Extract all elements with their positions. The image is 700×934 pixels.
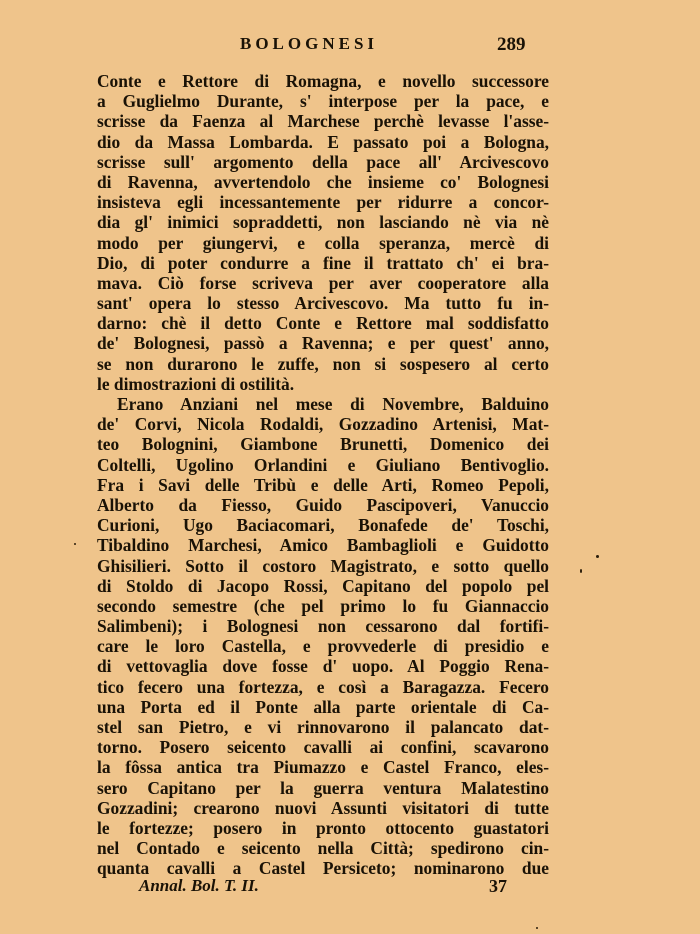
text-line: Tibaldino Marchesi, Amico Bambaglioli e Guidotto	[97, 535, 549, 556]
text-line: a Guglielmo Durante, s' interpose per la pace, e	[97, 91, 549, 112]
text-line: Fra i Savi delle Tribù e delle Arti, Romeo Pepoli,	[97, 474, 549, 495]
text-line: Curioni, Ugo Baciacomari, Bonafede de' Toschi,	[97, 515, 549, 536]
text-line: stel san Pietro, e vi rinnovarono il palancato dat-	[97, 717, 549, 737]
text-line: scrisse sull' argomento della pace all' Arcivescovo	[97, 151, 549, 172]
text-line: teo Bolognini, Giambone Brunetti, Domenico dei	[97, 434, 549, 455]
signature-mark: Annal. Bol. T. II.	[139, 876, 259, 895]
text-line: sant' opera lo stesso Arcivescovo. Ma tutto fu in-	[97, 293, 549, 314]
text-line: secondo semestre (che pel primo lo fu Giannaccio	[97, 595, 549, 616]
text-line: de' Corvi, Nicola Rodaldi, Gozzadino Artenisi, Mat-	[97, 414, 549, 435]
text-line: di Stoldo di Jacopo Rossi, Capitano del popolo pel	[97, 575, 549, 596]
text-line: de' Bolognesi, passò a Ravenna; e per quest' anno,	[97, 333, 549, 354]
ink-speck	[596, 555, 599, 558]
text-line: le dimostrazioni di ostilità.	[97, 373, 295, 394]
text-line: le fortezze; posero in pronto ottocento guastatori	[97, 817, 549, 838]
text-line: insisteva egli incessantemente per ridurre a concor-	[97, 192, 549, 213]
text-line: dia gl' inimici sopraddetti, non lasciando nè via nè	[97, 212, 549, 233]
text-line: una Porta ed il Ponte alla parte orientale di Ca-	[97, 696, 549, 717]
text-line: Coltelli, Ugolino Orlandini e Giuliano Bentivoglio.	[97, 454, 549, 475]
page-number: 289	[497, 34, 526, 55]
text-line: darno: chè il detto Conte e Rettore mal soddisfatto	[97, 313, 549, 334]
text-line: tico fecero una fortezza, e così a Baragazza. Fecero	[97, 676, 549, 697]
text-line: sero Capitano per la guerra ventura Malatestino	[97, 777, 549, 798]
running-title: BOLOGNESI	[240, 34, 379, 53]
text-line: Conte e Rettore di Romagna, e novello successore	[97, 71, 549, 91]
main-text	[97, 71, 549, 879]
text-line: se non durarono le zuffe, non si sospesero al certo	[97, 353, 549, 374]
text-line: Dio, di poter condurre a fine il trattato ch' ei bra-	[97, 252, 549, 273]
text-line: nel Contado e seicento nella Città; spedirono cin-	[97, 838, 549, 859]
ink-speck	[74, 543, 76, 545]
text-line: Salimbeni); i Bolognesi non cessarono dal fortifi-	[97, 616, 549, 637]
text-line: Ghisilieri. Sotto il costoro Magistrato, e sotto quello	[97, 555, 549, 576]
text-line: quanta cavalli a Castel Persiceto; nominarono due	[97, 858, 549, 879]
text-line: mava. Ciò forse scriveva per aver cooperatore alla	[97, 272, 549, 293]
signature-number: 37	[489, 876, 507, 896]
ink-speck	[536, 927, 538, 929]
paragraph-1	[97, 71, 549, 394]
text-line: torno. Posero seicento cavalli ai confini, scavarono	[97, 737, 549, 758]
text-line: di vettovaglia dove fosse d' uopo. Al Poggio Rena-	[97, 656, 549, 677]
text-line: Alberto da Fiesso, Guido Pascipoveri, Vanuccio	[97, 494, 549, 515]
paragraph-2	[97, 394, 549, 879]
text-line: la fôssa antica tra Piumazzo e Castel Franco, eles-	[97, 757, 549, 778]
text-line: care le loro Castella, e provvederle di presidio e	[97, 636, 549, 657]
text-line: modo per giungervi, e colla speranza, mercè di	[97, 232, 549, 253]
text-line: di Ravenna, avvertendolo che insieme co' Bolognesi	[97, 171, 549, 192]
text-line: Gozzadini; crearono nuovi Assunti visitatori di tutte	[97, 797, 549, 818]
text-line: dio da Massa Lombarda. E passato poi a Bologna,	[97, 131, 549, 152]
text-line: scrisse da Faenza al Marchese perchè levasse l'asse-	[97, 111, 549, 132]
text-line: Erano Anziani nel mese di Novembre, Balduino	[117, 394, 549, 414]
ink-speck	[580, 569, 582, 573]
